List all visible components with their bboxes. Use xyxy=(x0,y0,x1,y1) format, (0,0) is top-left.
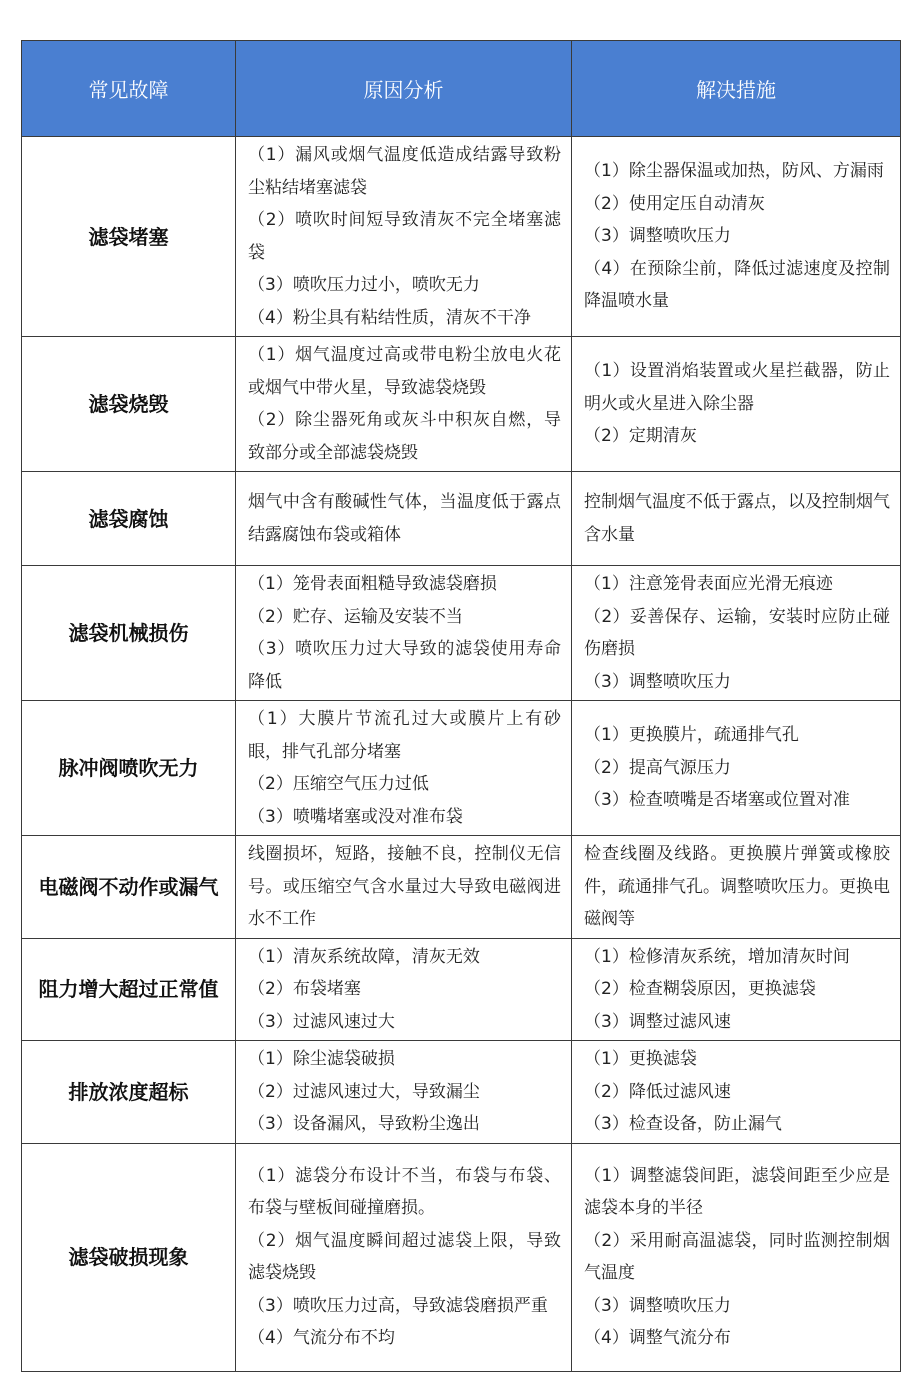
solution-cell xyxy=(572,701,901,836)
header-fault: 常见故障 xyxy=(22,41,236,137)
cause-line: （2）除尘器死角或灰斗中积灰自燃，导致部分或全部滤袋烧毁 xyxy=(248,410,561,463)
cause-cell xyxy=(236,566,572,701)
cause-cell xyxy=(236,137,572,337)
solution-line: （1）调整滤袋间距，滤袋间距至少应是滤袋本身的半径 xyxy=(584,1165,890,1218)
cause-line: （2）烟气温度瞬间超过滤袋上限，导致滤袋烧毁 xyxy=(248,1230,561,1283)
cause-cell xyxy=(236,836,572,939)
cause-line: （2）过滤风速过大，导致漏尘 xyxy=(248,1081,480,1102)
fault-cell: 排放浓度超标 xyxy=(22,1041,236,1144)
cause-line: （2）喷吹时间短导致清灰不完全堵塞滤袋 xyxy=(248,210,561,263)
table-row xyxy=(22,337,901,472)
table-row xyxy=(22,701,901,836)
solution-line: （1）更换膜片，疏通排气孔 xyxy=(584,725,799,746)
cause-line: （1）漏风或烟气温度低造成结露导致粉尘粘结堵塞滤袋 xyxy=(248,145,561,198)
solution-line: （2）使用定压自动清灰 xyxy=(584,193,765,214)
solution-line: （3）调整喷吹压力 xyxy=(584,226,731,247)
cause-cell xyxy=(236,938,572,1041)
cause-line: （4）气流分布不均 xyxy=(248,1328,395,1348)
solution-line: （2）妥善保存、运输，安装时应防止碰伤磨损 xyxy=(584,606,890,659)
table-body xyxy=(22,137,901,1372)
solution-line: （3）调整过滤风速 xyxy=(584,1011,731,1032)
fault-cell: 滤袋机械损伤 xyxy=(22,566,236,701)
solution-line: （1）设置消焰装置或火星拦截器，防止明火或火星进入除尘器 xyxy=(584,361,890,414)
solution-line: （4）调整气流分布 xyxy=(584,1328,731,1348)
solution-line: 检查线圈及线路。更换膜片弹簧或橡胶件，疏通排气孔。调整喷吹压力。更换电磁阀等 xyxy=(584,844,890,929)
cause-cell xyxy=(236,337,572,472)
cause-line: （2）布袋堵塞 xyxy=(248,979,361,999)
solution-cell xyxy=(572,1041,901,1144)
fault-table xyxy=(21,40,901,1372)
cause-line: （1）烟气温度过高或带电粉尘放电火花或烟气中带火星，导致滤袋烧毁 xyxy=(248,345,561,398)
solution-line: （3）调整喷吹压力 xyxy=(584,1295,731,1316)
fault-cell: 滤袋破损现象 xyxy=(22,1143,236,1371)
solution-line: （2）采用耐高温滤袋，同时监测控制烟气温度 xyxy=(584,1230,890,1283)
fault-cell: 滤袋堵塞 xyxy=(22,137,236,337)
solution-line: （1）更换滤袋 xyxy=(584,1049,697,1069)
fault-cell: 电磁阀不动作或漏气 xyxy=(22,836,236,939)
table-row xyxy=(22,1143,901,1371)
solution-line: （2）降低过滤风速 xyxy=(584,1081,731,1102)
cause-line: （1）清灰系统故障，清灰无效 xyxy=(248,946,480,967)
solution-line: （2）定期清灰 xyxy=(584,426,697,447)
cause-line: （3）过滤风速过大 xyxy=(248,1011,395,1032)
cause-line: （1）滤袋分布设计不当，布袋与布袋、布袋与壁板间碰撞磨损。 xyxy=(248,1165,561,1218)
cause-line: （1）除尘滤袋破损 xyxy=(248,1049,395,1069)
header-cause: 原因分析 xyxy=(236,41,572,137)
solution-line: （2）提高气源压力 xyxy=(584,757,731,778)
solution-cell xyxy=(572,836,901,939)
fault-cell: 脉冲阀喷吹无力 xyxy=(22,701,236,836)
cause-cell xyxy=(236,472,572,566)
fault-cell: 滤袋烧毁 xyxy=(22,337,236,472)
fault-cell: 滤袋腐蚀 xyxy=(22,472,236,566)
solution-cell xyxy=(572,137,901,337)
solution-line: （4）在预除尘前，降低过滤速度及控制降温喷水量 xyxy=(584,258,890,312)
cause-line: （4）粉尘具有粘结性质，清灰不干净 xyxy=(248,307,531,328)
cause-line: （3）喷嘴堵塞或没对准布袋 xyxy=(248,806,463,827)
cause-line: （3）喷吹压力过小，喷吹无力 xyxy=(248,275,480,295)
solution-line: （2）检查糊袋原因，更换滤袋 xyxy=(584,979,816,999)
cause-line: （3）喷吹压力过高，导致滤袋磨损严重 xyxy=(248,1295,548,1316)
table-row xyxy=(22,1041,901,1144)
solution-line: （1）检修清灰系统，增加清灰时间 xyxy=(584,946,850,967)
solution-line: （3）检查设备，防止漏气 xyxy=(584,1114,782,1134)
table-row xyxy=(22,472,901,566)
solution-line: （3）调整喷吹压力 xyxy=(584,671,731,692)
solution-line: （1）注意笼骨表面应光滑无痕迹 xyxy=(584,574,833,594)
solution-cell xyxy=(572,337,901,472)
cause-line: 线圈损坏，短路，接触不良，控制仪无信号。或压缩空气含水量过大导致电磁阀进水不工作 xyxy=(248,844,561,929)
cause-line: 烟气中含有酸碱性气体，当温度低于露点结露腐蚀布袋或箱体 xyxy=(248,492,561,545)
fault-cell: 阻力增大超过正常值 xyxy=(22,938,236,1041)
cause-cell xyxy=(236,1041,572,1144)
solution-cell xyxy=(572,472,901,566)
table-row xyxy=(22,566,901,701)
cause-line: （2）压缩空气压力过低 xyxy=(248,774,429,794)
cause-line: （3）喷吹压力过大导致的滤袋使用寿命降低 xyxy=(248,639,561,692)
solution-cell xyxy=(572,566,901,701)
header-row xyxy=(22,41,901,137)
solution-cell xyxy=(572,1143,901,1371)
solution-cell xyxy=(572,938,901,1041)
table-header xyxy=(22,41,901,137)
cause-line: （2）贮存、运输及安装不当 xyxy=(248,606,463,627)
cause-cell xyxy=(236,701,572,836)
table-row xyxy=(22,137,901,337)
solution-line: 控制烟气温度不低于露点，以及控制烟气含水量 xyxy=(584,492,890,545)
table-row xyxy=(22,938,901,1041)
cause-line: （1）大膜片节流孔过大或膜片上有砂眼，排气孔部分堵塞 xyxy=(248,709,561,762)
solution-line: （3）检查喷嘴是否堵塞或位置对准 xyxy=(584,790,850,811)
solution-line: （1）除尘器保温或加热，防风、方漏雨 xyxy=(584,161,884,182)
header-solution: 解决措施 xyxy=(572,41,901,137)
table-row xyxy=(22,836,901,939)
cause-cell xyxy=(236,1143,572,1371)
cause-line: （1）笼骨表面粗糙导致滤袋磨损 xyxy=(248,574,497,594)
cause-line: （3）设备漏风，导致粉尘逸出 xyxy=(248,1114,480,1134)
